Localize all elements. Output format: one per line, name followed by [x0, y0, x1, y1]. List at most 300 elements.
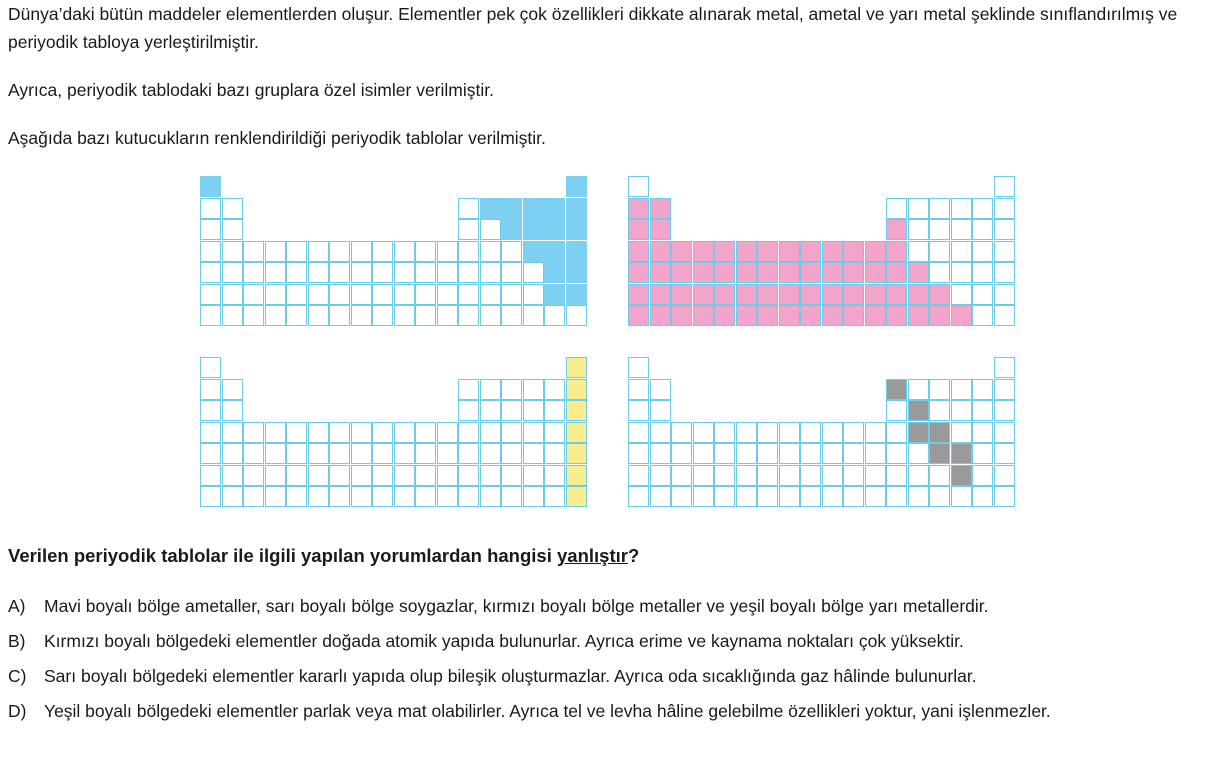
element-cell — [929, 443, 950, 464]
element-cell — [628, 379, 649, 400]
element-cell — [415, 284, 436, 305]
element-cell — [200, 198, 221, 219]
element-cell — [222, 198, 243, 219]
element-cell — [329, 422, 350, 443]
element-cell — [714, 443, 735, 464]
element-cell — [501, 400, 522, 421]
element-cell — [628, 176, 649, 197]
element-cell — [265, 465, 286, 486]
element-cell — [628, 262, 649, 283]
element-cell — [929, 379, 950, 400]
element-cell — [972, 400, 993, 421]
element-cell — [501, 219, 522, 240]
element-cell — [200, 486, 221, 507]
element-cell — [308, 305, 329, 326]
element-cell — [908, 284, 929, 305]
element-cell — [800, 465, 821, 486]
element-cell — [415, 241, 436, 262]
element-cell — [908, 262, 929, 283]
element-cell — [200, 379, 221, 400]
element-cell — [800, 305, 821, 326]
element-cell — [501, 443, 522, 464]
element-cell — [736, 305, 757, 326]
element-cell — [480, 400, 501, 421]
element-cell — [415, 465, 436, 486]
element-cell — [222, 262, 243, 283]
element-cell — [566, 241, 587, 262]
element-cell — [222, 284, 243, 305]
element-cell — [372, 305, 393, 326]
element-cell — [308, 443, 329, 464]
element-cell — [243, 284, 264, 305]
element-cell — [671, 443, 692, 464]
element-cell — [650, 262, 671, 283]
element-cell — [458, 219, 479, 240]
element-cell — [628, 422, 649, 443]
element-cell — [501, 284, 522, 305]
element-cell — [329, 262, 350, 283]
element-cell — [908, 219, 929, 240]
element-cell — [994, 400, 1015, 421]
element-cell — [865, 262, 886, 283]
element-cell — [480, 219, 501, 240]
element-cell — [972, 486, 993, 507]
element-cell — [351, 486, 372, 507]
element-cell — [628, 486, 649, 507]
element-cell — [200, 284, 221, 305]
element-cell — [628, 305, 649, 326]
element-cell — [994, 219, 1015, 240]
element-cell — [501, 241, 522, 262]
option-a[interactable] — [8, 592, 1210, 620]
element-cell — [671, 241, 692, 262]
element-cell — [501, 198, 522, 219]
element-cell — [200, 422, 221, 443]
element-cell — [222, 379, 243, 400]
element-cell — [544, 443, 565, 464]
element-cell — [351, 443, 372, 464]
element-cell — [865, 486, 886, 507]
element-cell — [693, 486, 714, 507]
element-cell — [265, 262, 286, 283]
element-cell — [929, 198, 950, 219]
element-cell — [394, 241, 415, 262]
element-cell — [822, 465, 843, 486]
element-cell — [372, 486, 393, 507]
question-stem — [8, 545, 639, 567]
element-cell — [437, 262, 458, 283]
element-cell — [843, 241, 864, 262]
element-cell — [222, 443, 243, 464]
element-cell — [650, 465, 671, 486]
element-cell — [800, 443, 821, 464]
element-cell — [265, 486, 286, 507]
element-cell — [222, 465, 243, 486]
element-cell — [544, 400, 565, 421]
element-cell — [566, 357, 587, 378]
element-cell — [415, 262, 436, 283]
element-cell — [329, 305, 350, 326]
element-cell — [693, 422, 714, 443]
element-cell — [800, 241, 821, 262]
element-cell — [779, 486, 800, 507]
element-cell — [243, 422, 264, 443]
element-cell — [865, 305, 886, 326]
element-cell — [994, 262, 1015, 283]
element-cell — [951, 443, 972, 464]
element-cell — [994, 305, 1015, 326]
element-cell — [714, 465, 735, 486]
element-cell — [972, 262, 993, 283]
element-cell — [994, 486, 1015, 507]
element-cell — [822, 486, 843, 507]
element-cell — [757, 465, 778, 486]
element-cell — [458, 284, 479, 305]
element-cell — [908, 198, 929, 219]
element-cell — [243, 443, 264, 464]
element-cell — [822, 443, 843, 464]
element-cell — [865, 422, 886, 443]
element-cell — [951, 422, 972, 443]
element-cell — [650, 198, 671, 219]
element-cell — [628, 198, 649, 219]
element-cell — [972, 465, 993, 486]
element-cell — [351, 262, 372, 283]
intro-paragraph-3: Aşağıda bazı kutucukların renklendirildiği periyodik tablolar verilmiştir. — [8, 128, 546, 148]
element-cell — [480, 443, 501, 464]
element-cell — [544, 486, 565, 507]
element-cell — [372, 465, 393, 486]
element-cell — [779, 284, 800, 305]
element-cell — [757, 241, 778, 262]
element-cell — [671, 284, 692, 305]
element-cell — [523, 465, 544, 486]
element-cell — [544, 284, 565, 305]
element-cell — [951, 262, 972, 283]
element-cell — [650, 284, 671, 305]
element-cell — [757, 305, 778, 326]
element-cell — [865, 284, 886, 305]
element-cell — [458, 400, 479, 421]
element-cell — [458, 486, 479, 507]
question-suffix: ? — [627, 545, 640, 566]
element-cell — [308, 284, 329, 305]
element-cell — [286, 465, 307, 486]
element-cell — [908, 379, 929, 400]
element-cell — [501, 305, 522, 326]
element-cell — [480, 241, 501, 262]
element-cell — [480, 198, 501, 219]
element-cell — [523, 400, 544, 421]
element-cell — [822, 284, 843, 305]
element-cell — [544, 379, 565, 400]
element-cell — [693, 305, 714, 326]
element-cell — [286, 241, 307, 262]
option-d[interactable] — [8, 697, 1210, 725]
element-cell — [951, 284, 972, 305]
element-cell — [929, 284, 950, 305]
element-cell — [200, 262, 221, 283]
element-cell — [671, 262, 692, 283]
element-cell — [265, 241, 286, 262]
element-cell — [650, 443, 671, 464]
element-cell — [843, 262, 864, 283]
element-cell — [329, 241, 350, 262]
element-cell — [714, 486, 735, 507]
element-cell — [886, 465, 907, 486]
element-cell — [222, 305, 243, 326]
element-cell — [886, 219, 907, 240]
element-cell — [458, 443, 479, 464]
element-cell — [994, 241, 1015, 262]
element-cell — [480, 262, 501, 283]
option-a-label: A) — [8, 596, 26, 616]
option-a-text: Mavi boyalı bölge ametaller, sarı boyalı bölge soygazlar, kırmızı boyalı bölge metaller ve yeşil boyalı bölge yarı metallerdir. — [44, 596, 989, 616]
element-cell — [865, 443, 886, 464]
element-cell — [886, 486, 907, 507]
element-cell — [566, 486, 587, 507]
element-cell — [886, 443, 907, 464]
element-cell — [994, 422, 1015, 443]
element-cell — [886, 262, 907, 283]
element-cell — [972, 284, 993, 305]
element-cell — [650, 219, 671, 240]
periodic-table-pink — [628, 176, 1018, 328]
element-cell — [437, 422, 458, 443]
element-cell — [501, 422, 522, 443]
element-cell — [714, 422, 735, 443]
element-cell — [908, 241, 929, 262]
element-cell — [544, 241, 565, 262]
element-cell — [908, 305, 929, 326]
element-cell — [566, 379, 587, 400]
element-cell — [372, 284, 393, 305]
element-cell — [693, 262, 714, 283]
periodic-table-gray — [628, 357, 1018, 509]
element-cell — [329, 443, 350, 464]
element-cell — [714, 284, 735, 305]
element-cell — [693, 284, 714, 305]
element-cell — [501, 262, 522, 283]
element-cell — [200, 176, 221, 197]
option-b-label: B) — [8, 631, 26, 651]
element-cell — [972, 219, 993, 240]
element-cell — [480, 465, 501, 486]
element-cell — [671, 465, 692, 486]
element-cell — [736, 241, 757, 262]
element-cell — [994, 284, 1015, 305]
element-cell — [843, 422, 864, 443]
element-cell — [671, 422, 692, 443]
element-cell — [501, 486, 522, 507]
intro-paragraph-1: Dünya’daki bütün maddeler elementlerden oluşur. Elementler pek çok özellikleri dikkate alınarak metal, ametal ve yarı metal şeklinde sınıflandırılmış ve periyodik tabloya yerleştirilmiştir. — [8, 4, 1178, 52]
element-cell — [886, 422, 907, 443]
element-cell — [951, 241, 972, 262]
element-cell — [437, 486, 458, 507]
element-cell — [566, 305, 587, 326]
element-cell — [566, 465, 587, 486]
element-cell — [286, 486, 307, 507]
element-cell — [243, 465, 264, 486]
element-cell — [822, 422, 843, 443]
element-cell — [501, 465, 522, 486]
element-cell — [394, 422, 415, 443]
element-cell — [736, 486, 757, 507]
element-cell — [286, 422, 307, 443]
element-cell — [566, 176, 587, 197]
element-cell — [437, 443, 458, 464]
element-cell — [566, 443, 587, 464]
element-cell — [736, 443, 757, 464]
element-cell — [757, 284, 778, 305]
element-cell — [994, 357, 1015, 378]
element-cell — [544, 465, 565, 486]
element-cell — [308, 422, 329, 443]
element-cell — [329, 284, 350, 305]
element-cell — [222, 400, 243, 421]
element-cell — [222, 219, 243, 240]
element-cell — [994, 176, 1015, 197]
element-cell — [351, 422, 372, 443]
element-cell — [779, 422, 800, 443]
element-cell — [714, 241, 735, 262]
option-d-text: Yeşil boyalı bölgedeki elementler parlak veya mat olabilirler. Ayrıca tel ve levha hâline gelebilme özellikleri yoktur, yani işlenmezler. — [44, 701, 1051, 721]
element-cell — [779, 465, 800, 486]
element-cell — [886, 284, 907, 305]
option-b-text: Kırmızı boyalı bölgedeki elementler doğada atomik yapıda bulunurlar. Ayrıca erime ve kaynama noktaları çok yüksektir. — [44, 631, 964, 651]
element-cell — [243, 305, 264, 326]
question-prefix: Verilen periyodik tablolar ile ilgili yapılan yorumlardan hangisi — [8, 545, 557, 566]
option-c-label: C) — [8, 666, 27, 686]
element-cell — [501, 379, 522, 400]
element-cell — [458, 241, 479, 262]
element-cell — [351, 305, 372, 326]
element-cell — [693, 443, 714, 464]
element-cell — [480, 486, 501, 507]
element-cell — [566, 422, 587, 443]
element-cell — [972, 241, 993, 262]
element-cell — [200, 443, 221, 464]
periodic-table-yellow — [200, 357, 590, 509]
element-cell — [908, 443, 929, 464]
element-cell — [394, 443, 415, 464]
question-keyword: yanlıştır — [557, 545, 628, 566]
option-c-text: Sarı boyalı bölgedeki elementler kararlı yapıda olup bileşik oluşturmazlar. Ayrıca oda sıcaklığında gaz hâlinde bulunurlar. — [44, 666, 977, 686]
element-cell — [523, 198, 544, 219]
element-cell — [822, 241, 843, 262]
element-cell — [243, 241, 264, 262]
option-c[interactable] — [8, 662, 1210, 690]
element-cell — [757, 422, 778, 443]
element-cell — [650, 400, 671, 421]
element-cell — [650, 422, 671, 443]
element-cell — [800, 262, 821, 283]
element-cell — [480, 379, 501, 400]
element-cell — [736, 465, 757, 486]
element-cell — [480, 284, 501, 305]
element-cell — [972, 198, 993, 219]
element-cell — [908, 400, 929, 421]
element-cell — [394, 486, 415, 507]
element-cell — [544, 305, 565, 326]
element-cell — [886, 400, 907, 421]
element-cell — [523, 486, 544, 507]
element-cell — [929, 400, 950, 421]
element-cell — [929, 422, 950, 443]
element-cell — [714, 305, 735, 326]
element-cell — [286, 284, 307, 305]
element-cell — [523, 443, 544, 464]
element-cell — [523, 262, 544, 283]
element-cell — [994, 198, 1015, 219]
element-cell — [779, 241, 800, 262]
element-cell — [458, 305, 479, 326]
element-cell — [886, 198, 907, 219]
element-cell — [929, 241, 950, 262]
element-cell — [628, 284, 649, 305]
element-cell — [480, 422, 501, 443]
element-cell — [972, 379, 993, 400]
element-cell — [929, 465, 950, 486]
element-cell — [566, 262, 587, 283]
element-cell — [929, 486, 950, 507]
element-cell — [200, 465, 221, 486]
element-cell — [886, 305, 907, 326]
element-cell — [329, 465, 350, 486]
element-cell — [994, 443, 1015, 464]
element-cell — [736, 262, 757, 283]
element-cell — [458, 379, 479, 400]
element-cell — [886, 241, 907, 262]
element-cell — [458, 422, 479, 443]
element-cell — [779, 262, 800, 283]
element-cell — [351, 241, 372, 262]
element-cell — [308, 465, 329, 486]
element-cell — [779, 443, 800, 464]
element-cell — [779, 305, 800, 326]
element-cell — [222, 486, 243, 507]
element-cell — [523, 422, 544, 443]
element-cell — [994, 465, 1015, 486]
element-cell — [566, 400, 587, 421]
element-cell — [951, 379, 972, 400]
element-cell — [650, 486, 671, 507]
element-cell — [394, 465, 415, 486]
element-cell — [458, 198, 479, 219]
intro-paragraph-2: Ayrıca, periyodik tablodaki bazı gruplara özel isimler verilmiştir. — [8, 80, 494, 100]
element-cell — [822, 262, 843, 283]
element-cell — [566, 198, 587, 219]
element-cell — [200, 357, 221, 378]
element-cell — [843, 486, 864, 507]
element-cell — [437, 465, 458, 486]
element-cell — [200, 219, 221, 240]
element-cell — [308, 262, 329, 283]
element-cell — [415, 305, 436, 326]
element-cell — [265, 284, 286, 305]
element-cell — [843, 443, 864, 464]
element-cell — [650, 241, 671, 262]
option-b[interactable] — [8, 627, 1210, 655]
element-cell — [458, 262, 479, 283]
element-cell — [523, 219, 544, 240]
element-cell — [265, 443, 286, 464]
element-cell — [951, 486, 972, 507]
element-cell — [394, 262, 415, 283]
element-cell — [886, 379, 907, 400]
element-cell — [714, 262, 735, 283]
element-cell — [800, 486, 821, 507]
